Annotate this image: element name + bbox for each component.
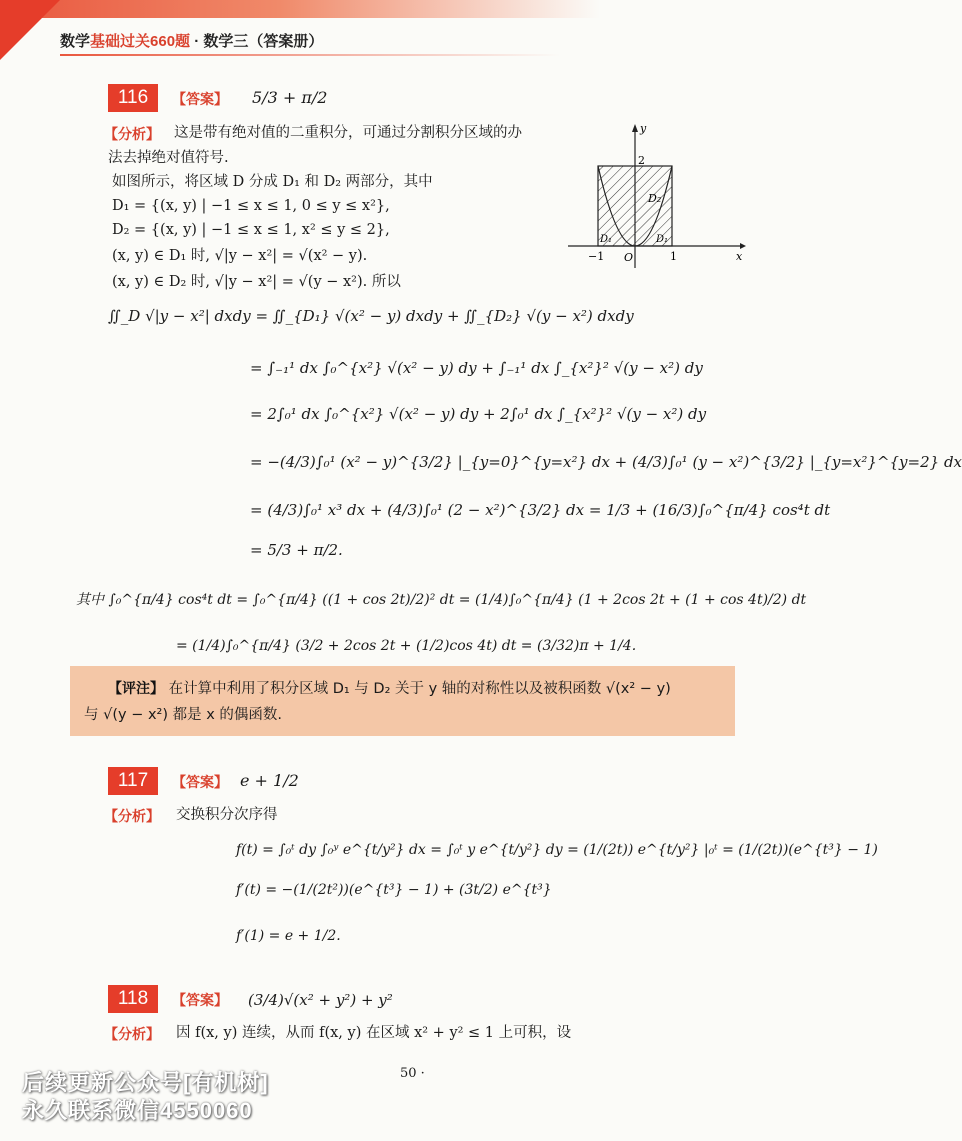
- text-line: 因 f(x, y) 连续，从而 f(x, y) 在区域 x² + y² ≤ 1 上可积，设: [176, 1025, 572, 1041]
- y-axis-label: y: [640, 122, 647, 135]
- region-d1-label: D₁: [600, 234, 613, 245]
- note-line-2: 与 √(y − x²) 都是 x 的偶函数.: [84, 707, 283, 723]
- equation-line: 其中 ∫₀^{π/4} cos⁴t dt = ∫₀^{π/4} ((1 + cos 2t)/2)² dt = (1/4)∫₀^{π/4} (1 + 2cos 2t + (1 + cos 4t)/2) dt: [76, 592, 807, 608]
- region-d1-label-right: D₁: [656, 234, 669, 245]
- answer-tag: 【答案】: [172, 775, 228, 791]
- region-d2-label: D₂: [648, 192, 662, 205]
- text-line: 法去掉绝对值符号.: [108, 150, 229, 166]
- equation-line: = (4/3)∫₀¹ x³ dx + (4/3)∫₀¹ (2 − x²)^{3/2} dx = 1/3 + (16/3)∫₀^{π/4} cos⁴t dt: [250, 501, 831, 519]
- title-suffix: · 数学三（答案册）: [194, 33, 324, 50]
- equation-line: = (1/4)∫₀^{π/4} (3/2 + 2cos 2t + (1/2)cos 4t) dt = (3/32)π + 1/4.: [176, 638, 637, 654]
- equation-line: f′(t) = −(1/(2t²))(e^{t³} − 1) + (3t/2) e^{t³}: [236, 882, 552, 898]
- y-arrow-icon: [632, 124, 638, 132]
- title-prefix: 数学: [60, 33, 91, 50]
- equation-line: = ∫₋₁¹ dx ∫₀^{x²} √(x² − y) dy + ∫₋₁¹ dx ∫_{x²}² √(y − x²) dy: [250, 359, 703, 377]
- text-line: 这是带有绝对值的二重积分，可通过分割积分区域的办: [174, 125, 522, 141]
- equation-line: = −(4/3)∫₀¹ (x² − y)^{3/2} |_{y=0}^{y=x²} dx + (4/3)∫₀¹ (y − x²)^{3/2} |_{y=x²}^{y=2} dx: [250, 453, 962, 471]
- equation-line: f(t) = ∫₀ᵗ dy ∫₀ʸ e^{t/y²} dx = ∫₀ᵗ y e^{t/y²} dy = (1/(2t)) e^{t/y²} |₀ᵗ = (1/(2t))(e^{t³} − 1): [236, 842, 878, 858]
- problem-number-116: 116: [108, 84, 158, 112]
- answer-tag: 【答案】: [172, 92, 228, 108]
- analysis-tag: 【分析】: [104, 127, 160, 143]
- equation-line: ∬_D √|y − x²| dxdy = ∬_{D₁} √(x² − y) dxdy + ∬_{D₂} √(y − x²) dxdy: [108, 307, 634, 325]
- title-highlight: 基础过关660题: [90, 33, 191, 50]
- text-line: 交换积分次序得: [176, 807, 278, 823]
- problem-number-118: 118: [108, 985, 158, 1013]
- note-line: [108, 676, 671, 702]
- tick-neg-one: −1: [588, 250, 605, 263]
- equation-line: f′(1) = e + 1/2.: [236, 928, 341, 944]
- answer-116: 5/3 + π/2: [252, 88, 328, 107]
- page-number: 50 ·: [400, 1066, 425, 1081]
- origin-label: O: [624, 251, 634, 264]
- note-text: 在计算中利用了积分区域 D₁ 与 D₂ 关于 y 轴的对称性以及被积函数 √(x² − y): [168, 681, 671, 697]
- header-corner-triangle: [0, 0, 60, 60]
- region-figure: [560, 120, 750, 270]
- set-d1: D₁ = {(x, y) | −1 ≤ x ≤ 1, 0 ≤ y ≤ x²},: [112, 198, 390, 214]
- equation-line: = 2∫₀¹ dx ∫₀^{x²} √(x² − y) dy + 2∫₀¹ dx ∫_{x²}² √(y − x²) dy: [250, 405, 707, 423]
- text-line: (x, y) ∈ D₁ 时, √|y − x²| = √(x² − y).: [112, 248, 368, 264]
- text-line: 如图所示，将区域 D 分成 D₁ 和 D₂ 两部分，其中: [112, 174, 433, 190]
- answer-tag: 【答案】: [172, 993, 228, 1009]
- analysis-tag: 【分析】: [104, 1027, 160, 1043]
- analysis-tag: 【分析】: [104, 809, 160, 825]
- header-rule: [60, 54, 560, 56]
- text-line: (x, y) ∈ D₂ 时, √|y − x²| = √(y − x²). 所以: [112, 274, 401, 290]
- equation-line: = 5/3 + π/2.: [250, 541, 343, 559]
- watermark-line: 后续更新公众号[有机树]: [22, 1070, 269, 1095]
- book-title: [60, 30, 323, 51]
- note-tag: 【评注】: [108, 681, 164, 697]
- tick-one: 1: [670, 250, 677, 263]
- watermark-line: 永久联系微信4550060: [22, 1098, 253, 1123]
- set-d2: D₂ = {(x, y) | −1 ≤ x ≤ 1, x² ≤ y ≤ 2},: [112, 222, 390, 238]
- x-arrow-icon: [740, 243, 746, 249]
- answer-117: e + 1/2: [240, 771, 299, 790]
- header-gradient-bar: [0, 0, 800, 18]
- problem-number-117: 117: [108, 767, 158, 795]
- answer-118: (3/4)√(x² + y²) + y²: [248, 991, 393, 1009]
- x-axis-label: x: [736, 250, 743, 263]
- tick-two: 2: [638, 154, 645, 167]
